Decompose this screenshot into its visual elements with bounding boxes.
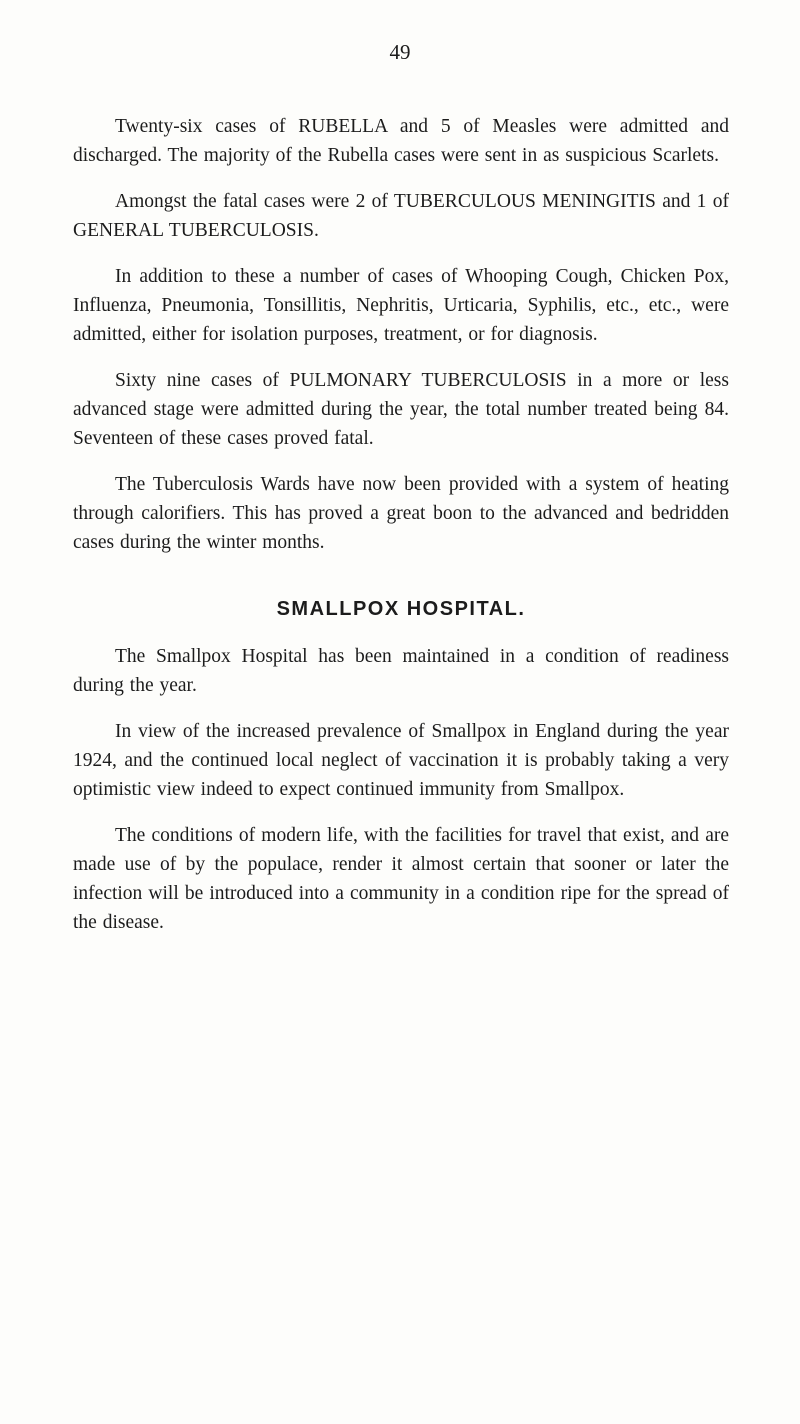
paragraph-modern-life: The conditions of modern life, with the facilities for travel that exist, and are made use of by the populace, render it almost certain that sooner or later the infection will be introduced into a community in a condition ripe for the spread of the disease. bbox=[73, 825, 729, 933]
paragraph-pulmonary-tuberculosis: Sixty nine cases of PULMONARY TUBERCULOSIS in a more or less advanced stage were admitted during the year, the total number treated being 84. Seventeen of these cases proved fatal. bbox=[73, 370, 729, 449]
paragraph-rubella: Twenty-six cases of RUBELLA and 5 of Measles were admitted and discharged. The majority of the Rubella cases were sent in as suspicious Scarlets. bbox=[73, 116, 729, 166]
page-number: 49 bbox=[389, 40, 411, 64]
paragraph-smallpox-prevalence: In view of the increased prevalence of Smallpox in England during the year 1924, and the continued local neglect of vaccination it is probably taking a very optimistic view indeed to expect continued immunity from Smallpox. bbox=[73, 721, 729, 800]
paragraph-tuberculosis-wards: The Tuberculosis Wards have now been provided with a system of heating through calorifiers. This has proved a great boon to the advanced and bedridden cases during the winter months. bbox=[73, 474, 729, 553]
paragraph-other-admissions: In addition to these a number of cases of Whooping Cough, Chicken Pox, Influenza, Pneumonia, Tonsillitis, Nephritis, Urticaria, Syphilis, etc., etc., were admitted, either for isolation purposes, treatment, or for diagnosis. bbox=[73, 266, 729, 345]
paragraph-fatal-cases: Amongst the fatal cases were 2 of TUBERCULOUS MENINGITIS and 1 of GENERAL TUBERCULOSIS. bbox=[73, 191, 729, 241]
document-body bbox=[73, 112, 729, 954]
paragraph-smallpox-readiness: The Smallpox Hospital has been maintained in a condition of readiness during the year. bbox=[73, 646, 729, 696]
section-heading-smallpox-hospital: SMALLPOX HOSPITAL. bbox=[276, 598, 526, 620]
